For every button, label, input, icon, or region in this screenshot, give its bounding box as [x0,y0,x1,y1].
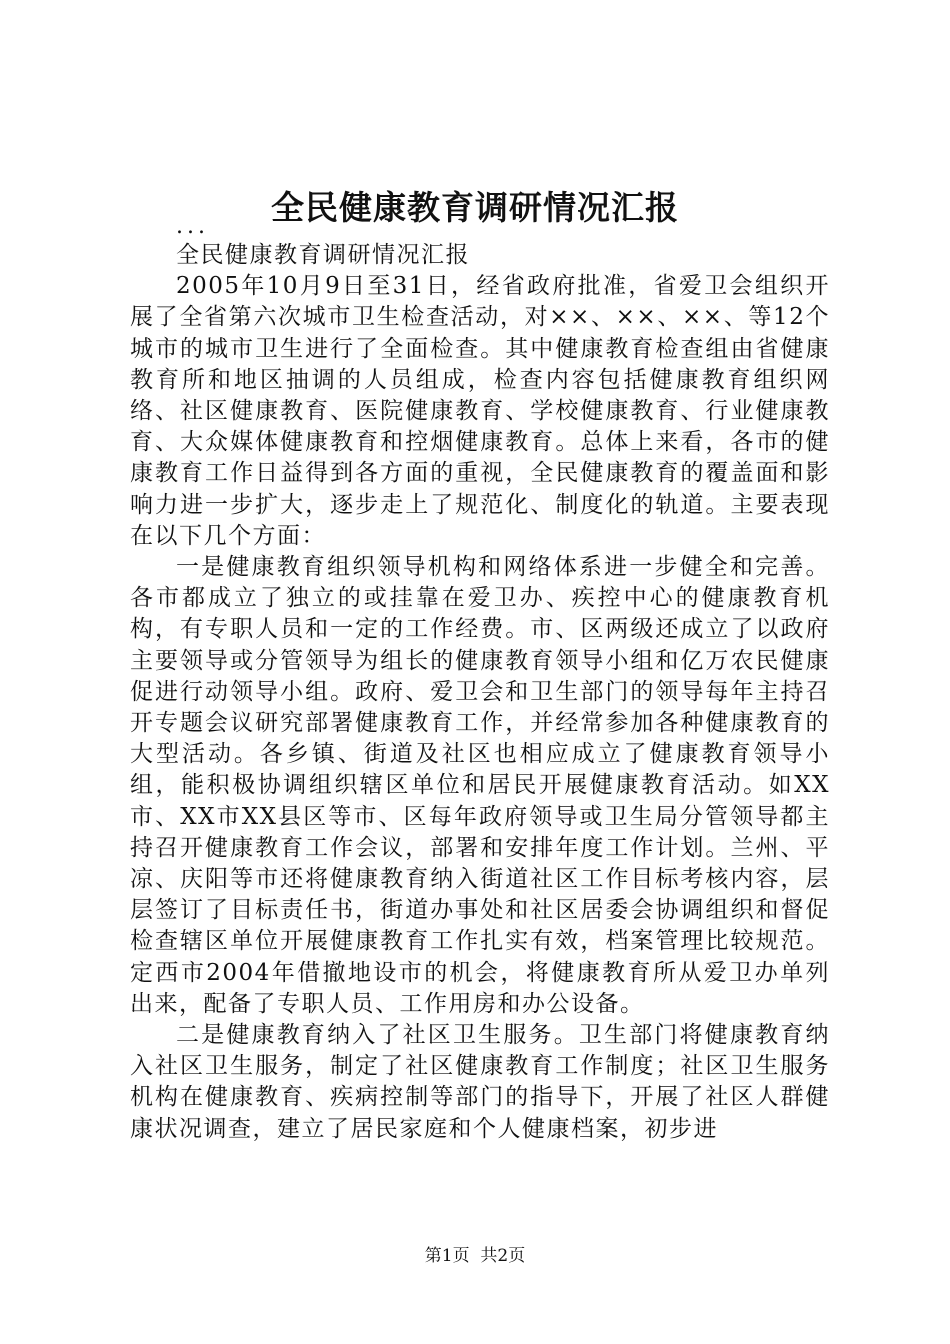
body-paragraph: 2005年10月9日至31日，经省政府批准，省爱卫会组织开展了全省第六次城市卫生检查活动，对××、××、××、等12个城市的城市卫生进行了全面检查。其中健康教育检查组由省健康教育所和地区抽调的人员组成，检查内容包括健康教育组织网络、社区健康教育、医院健康教育、学校健康教育、行业健康教育、大众媒体健康教育和控烟健康教育。总体上来看，各市的健康教育工作日益得到各方面的重视，全民健康教育的覆盖面和影响力进一步扩大，逐步走上了规范化、制度化的轨道。主要表现在以下几个方面： [130,273,830,549]
ellipsis-mark: ... [176,214,209,239]
subtitle-paragraph: 全民健康教育调研情况汇报 [176,242,470,268]
body-paragraph: 一是健康教育组织领导机构和网络体系进一步健全和完善。各市都成立了独立的或挂靠在爱卫办、疾控中心的健康教育机构，有专职人员和一定的工作经费。市、区两级还成立了以政府主要领导或分管领导为组长的健康教育领导小组和亿万农民健康促进行动领导小组。政府、爱卫会和卫生部门的领导每年主持召开专题会议研究部署健康教育工作，并经常参加各种健康教育的大型活动。各乡镇、街道及社区也相应成立了健康教育领导小组，能积极协调组织辖区单位和居民开展健康教育活动。如XX市、XX市XX县区等市、区每年政府领导或卫生局分管领导都主持召开健康教育工作会议，部署和安排年度工作计划。兰州、平凉、庆阳等市还将健康教育纳入街道社区工作目标考核内容，层层签订了目标责任书，街道办事处和社区居委会协调组织和督促检查辖区单位开展健康教育工作扎实有效，档案管理比较规范。定西市2004年借撤地设市的机会，将健康教育所从爱卫办单列出来，配备了专职人员、工作用房和办公设备。 [130,554,830,1017]
document-title: 全民健康教育调研情况汇报 [271,188,679,227]
body-paragraph: 二是健康教育纳入了社区卫生服务。卫生部门将健康教育纳入社区卫生服务，制定了社区健康教育工作制度；社区卫生服务机构在健康教育、疾病控制等部门的指导下，开展了社区人群健康状况调查，建立了居民家庭和个人健康档案，初步进 [130,1022,830,1142]
page-number-footer: 第1页 共2页 [424,1246,526,1266]
document-body [130,240,830,1145]
